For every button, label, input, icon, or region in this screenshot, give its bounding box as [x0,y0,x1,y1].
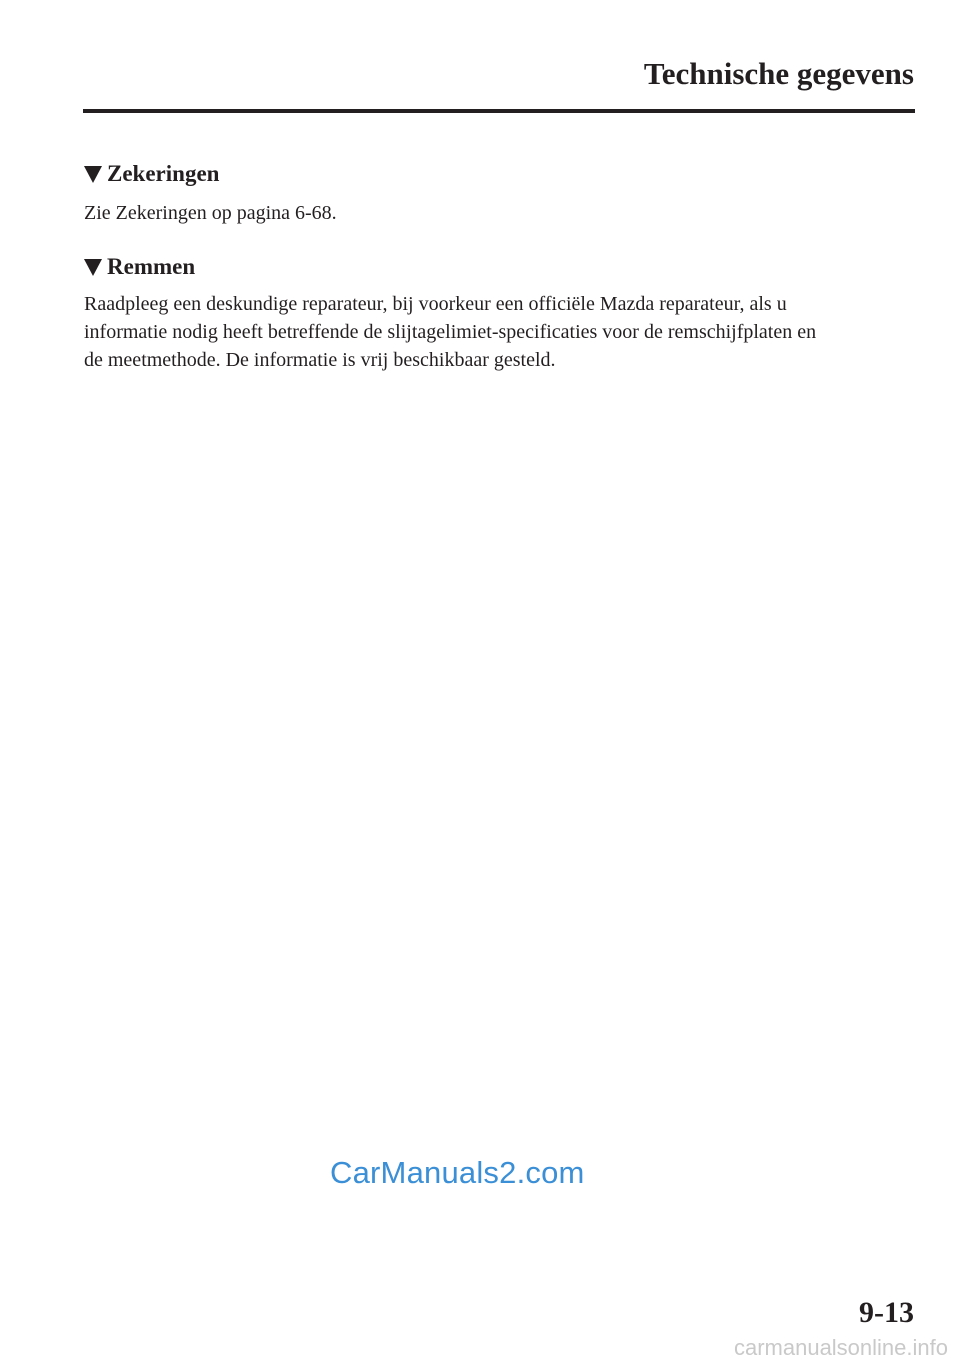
page-number: 9-13 [859,1296,914,1329]
body-line: Zie Zekeringen op pagina 6-68. [84,202,337,224]
section-heading-label: Zekeringen [107,161,220,186]
footer-watermark: carmanualsonline.info [733,1335,948,1360]
triangle-down-icon [84,259,102,276]
header-rule [83,109,915,113]
body-line: de meetmethode. De informatie is vrij beschikbaar gesteld. [84,349,556,371]
section-body-zekeringen [84,199,924,227]
section-body-remmen [84,290,924,374]
section-heading-remmen [84,255,195,278]
watermark-text: CarManuals2.com [330,1155,585,1190]
body-line: informatie nodig heeft betreffende de slijtagelimiet-specificaties voor de remschijfplaten en [84,321,817,343]
page-header-title: Technische gegevens [643,56,914,91]
body-line: Raadpleeg een deskundige reparateur, bij voorkeur een officiële Mazda reparateur, als u [84,293,787,315]
triangle-down-icon [84,166,102,183]
section-heading-label: Remmen [107,254,196,279]
section-heading-zekeringen [84,162,219,185]
